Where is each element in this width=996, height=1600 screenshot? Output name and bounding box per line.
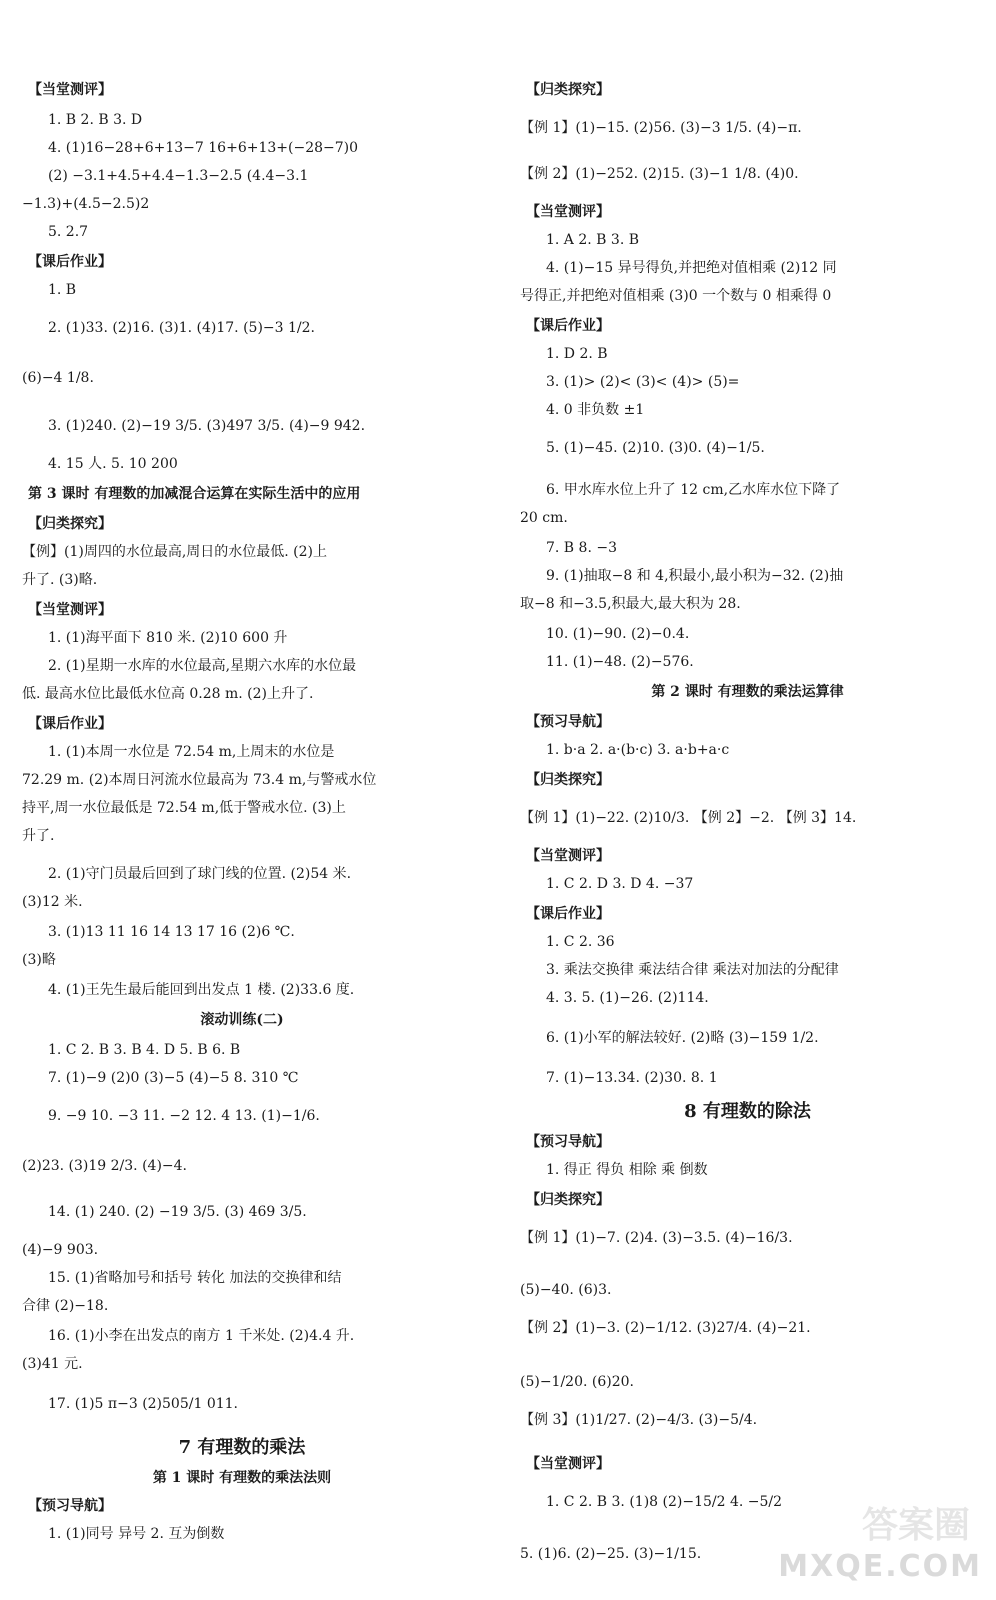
- section-heading: 【课后作业】: [28, 254, 112, 270]
- answer-line: 5. (1)6. (2)−25. (3)−1/15.: [520, 1546, 702, 1562]
- section-heading: 【预习导航】: [526, 1134, 610, 1150]
- answer-line: 4. 15 人. 5. 10 200: [48, 456, 178, 472]
- answer-line: (6)−4 1/8.: [22, 370, 94, 386]
- answer-line: 5. (1)−45. (2)10. (3)0. (4)−1/5.: [546, 440, 765, 456]
- section-heading: 【当堂测评】: [28, 82, 112, 98]
- section-heading: 【当堂测评】: [526, 1456, 610, 1472]
- answer-line: 1. b·a 2. a·(b·c) 3. a·b+a·c: [546, 742, 730, 758]
- lesson-title: 第 1 课时 有理数的乘法法则: [152, 1470, 332, 1486]
- answer-line: 2. (1)星期一水库的水位最高,星期六水库的水位最: [48, 658, 357, 674]
- answer-line: 4. (1)−15 异号得负,并把绝对值相乘 (2)12 同: [546, 260, 837, 276]
- answer-line: (2)23. (3)19 2/3. (4)−4.: [22, 1158, 187, 1174]
- answer-line: 4. (1)王先生最后能回到出发点 1 楼. (2)33.6 度.: [48, 982, 355, 998]
- answer-line: 5. 2.7: [48, 224, 89, 240]
- answer-line: 1. C 2. B 3. B 4. D 5. B 6. B: [48, 1042, 241, 1058]
- answer-line: 3. (1)13 11 16 14 13 17 16 (2)6 ℃.: [48, 924, 295, 940]
- section-heading: 【归类探究】: [28, 516, 112, 532]
- answer-line: 1. A 2. B 3. B: [546, 232, 640, 248]
- answer-line: 2. (1)守门员最后回到了球门线的位置. (2)54 米.: [48, 866, 352, 882]
- section-heading: 【归类探究】: [526, 772, 610, 788]
- answer-line: 6. (1)小军的解法较好. (2)略 (3)−159 1/2.: [546, 1030, 819, 1046]
- answer-line: (3)略: [22, 952, 56, 968]
- answer-line: 4. (1)16−28+6+13−7 16+6+13+(−28−7)0: [48, 140, 359, 156]
- answer-line: (4)−9 903.: [22, 1242, 99, 1258]
- answer-line: 低. 最高水位比最低水位高 0.28 m. (2)上升了.: [22, 686, 314, 702]
- answer-line: 合律 (2)−18.: [22, 1298, 109, 1314]
- answer-line: 【例】(1)周四的水位最高,周日的水位最低. (2)上: [22, 544, 328, 560]
- answer-line: 7. (1)−9 (2)0 (3)−5 (4)−5 8. 310 ℃: [48, 1070, 299, 1086]
- answer-line: 1. C 2. B 3. (1)8 (2)−15/2 4. −5/2: [546, 1494, 783, 1510]
- answer-line: −1.3)+(4.5−2.5)2: [22, 196, 150, 212]
- answer-line: 7. B 8. −3: [546, 540, 617, 556]
- answer-line: 1. C 2. 36: [546, 934, 615, 950]
- section-heading: 【预习导航】: [28, 1498, 112, 1514]
- answer-line: 1. (1)本周一水位是 72.54 m,上周末的水位是: [48, 744, 335, 760]
- answer-line: 1. C 2. D 3. D 4. −37: [546, 876, 694, 892]
- answer-line: 7. (1)−13.34. (2)30. 8. 1: [546, 1070, 718, 1086]
- answer-line: 3. 乘法交换律 乘法结合律 乘法对加法的分配律: [546, 962, 839, 978]
- answer-line: 升了.: [22, 828, 55, 844]
- section-heading: 【当堂测评】: [526, 204, 610, 220]
- lesson-title: 滚动训练(二): [200, 1012, 284, 1028]
- answer-line: 72.29 m. (2)本周日河流水位最高为 73.4 m,与警戒水位: [22, 772, 377, 788]
- section-heading: 【课后作业】: [28, 716, 112, 732]
- answer-line: 11. (1)−48. (2)−576.: [546, 654, 694, 670]
- answer-line: (5)−40. (6)3.: [520, 1282, 612, 1298]
- answer-line: (3)41 元.: [22, 1356, 83, 1372]
- answer-line: 4. 3. 5. (1)−26. (2)114.: [546, 990, 709, 1006]
- answer-line: 取−8 和−3.5,积最大,最大积为 28.: [520, 596, 741, 612]
- answer-line: 号得正,并把绝对值相乘 (3)0 一个数与 0 相乘得 0: [520, 288, 832, 304]
- answer-line: 1. D 2. B: [546, 346, 608, 362]
- answer-line: 16. (1)小李在出发点的南方 1 千米处. (2)4.4 升.: [48, 1328, 355, 1344]
- section-heading: 【归类探究】: [526, 1192, 610, 1208]
- section-heading: 【预习导航】: [526, 714, 610, 730]
- answer-line: 1. B 2. B 3. D: [48, 112, 143, 128]
- answer-line: 1. (1)同号 异号 2. 互为倒数: [48, 1526, 225, 1542]
- answer-line: (5)−1/20. (6)20.: [520, 1374, 634, 1390]
- answer-line: 【例 1】(1)−15. (2)56. (3)−3 1/5. (4)−π.: [520, 120, 802, 136]
- answer-line: 6. 甲水库水位上升了 12 cm,乙水库水位下降了: [546, 482, 841, 498]
- section-heading: 【当堂测评】: [526, 848, 610, 864]
- answer-line: 【例 3】(1)1/27. (2)−4/3. (3)−5/4.: [520, 1412, 758, 1428]
- answer-line: (3)12 米.: [22, 894, 83, 910]
- answer-line: 4. 0 非负数 ±1: [546, 402, 645, 418]
- answer-line: 3. (1)240. (2)−19 3/5. (3)497 3/5. (4)−9 942.: [48, 418, 366, 434]
- answer-line: 15. (1)省略加号和括号 转化 加法的交换律和结: [48, 1270, 342, 1286]
- lesson-title: 8 有理数的除法: [684, 1101, 811, 1122]
- answer-line: 【例 1】(1)−7. (2)4. (3)−3.5. (4)−16/3.: [520, 1230, 793, 1246]
- answer-line: 10. (1)−90. (2)−0.4.: [546, 626, 690, 642]
- answer-line: (2) −3.1+4.5+4.4−1.3−2.5 (4.4−3.1: [48, 168, 309, 184]
- answer-line: 持平,周一水位最低是 72.54 m,低于警戒水位. (3)上: [22, 800, 346, 816]
- answer-line: 20 cm.: [520, 510, 568, 526]
- answer-line: 17. (1)5 π−3 (2)505/1 011.: [48, 1396, 238, 1412]
- section-heading: 【课后作业】: [526, 906, 610, 922]
- answer-line: 升了. (3)略.: [22, 572, 98, 588]
- lesson-title: 第 2 课时 有理数的乘法运算律: [651, 684, 844, 700]
- answer-line: 3. (1)> (2)< (3)< (4)> (5)=: [546, 374, 740, 390]
- lesson-title: 7 有理数的乘法: [178, 1437, 306, 1458]
- answer-line: 2. (1)33. (2)16. (3)1. (4)17. (5)−3 1/2.: [48, 320, 315, 336]
- watermark-logo-text: 答案圈: [861, 1505, 970, 1546]
- answer-line: 【例 2】(1)−252. (2)15. (3)−1 1/8. (4)0.: [520, 166, 799, 182]
- watermark-url: MXQE.COM: [778, 1549, 982, 1584]
- lesson-title: 第 3 课时 有理数的加减混合运算在实际生活中的应用: [28, 486, 361, 502]
- section-heading: 【归类探究】: [526, 82, 610, 98]
- answer-line: 9. (1)抽取−8 和 4,积最小,最小积为−32. (2)抽: [546, 568, 844, 584]
- answer-line: 1. B: [48, 282, 77, 298]
- answer-line: 14. (1) 240. (2) −19 3/5. (3) 469 3/5.: [48, 1204, 307, 1220]
- answer-line: 【例 2】(1)−3. (2)−1/12. (3)27/4. (4)−21.: [520, 1320, 811, 1336]
- section-heading: 【课后作业】: [526, 318, 610, 334]
- answer-line: 9. −9 10. −3 11. −2 12. 4 13. (1)−1/6.: [48, 1108, 320, 1124]
- section-heading: 【当堂测评】: [28, 602, 112, 618]
- answer-line: 1. 得正 得负 相除 乘 倒数: [546, 1162, 708, 1178]
- answer-line: 【例 1】(1)−22. (2)10/3. 【例 2】−2. 【例 3】14.: [520, 810, 857, 826]
- answer-line: 1. (1)海平面下 810 米. (2)10 600 升: [48, 630, 288, 646]
